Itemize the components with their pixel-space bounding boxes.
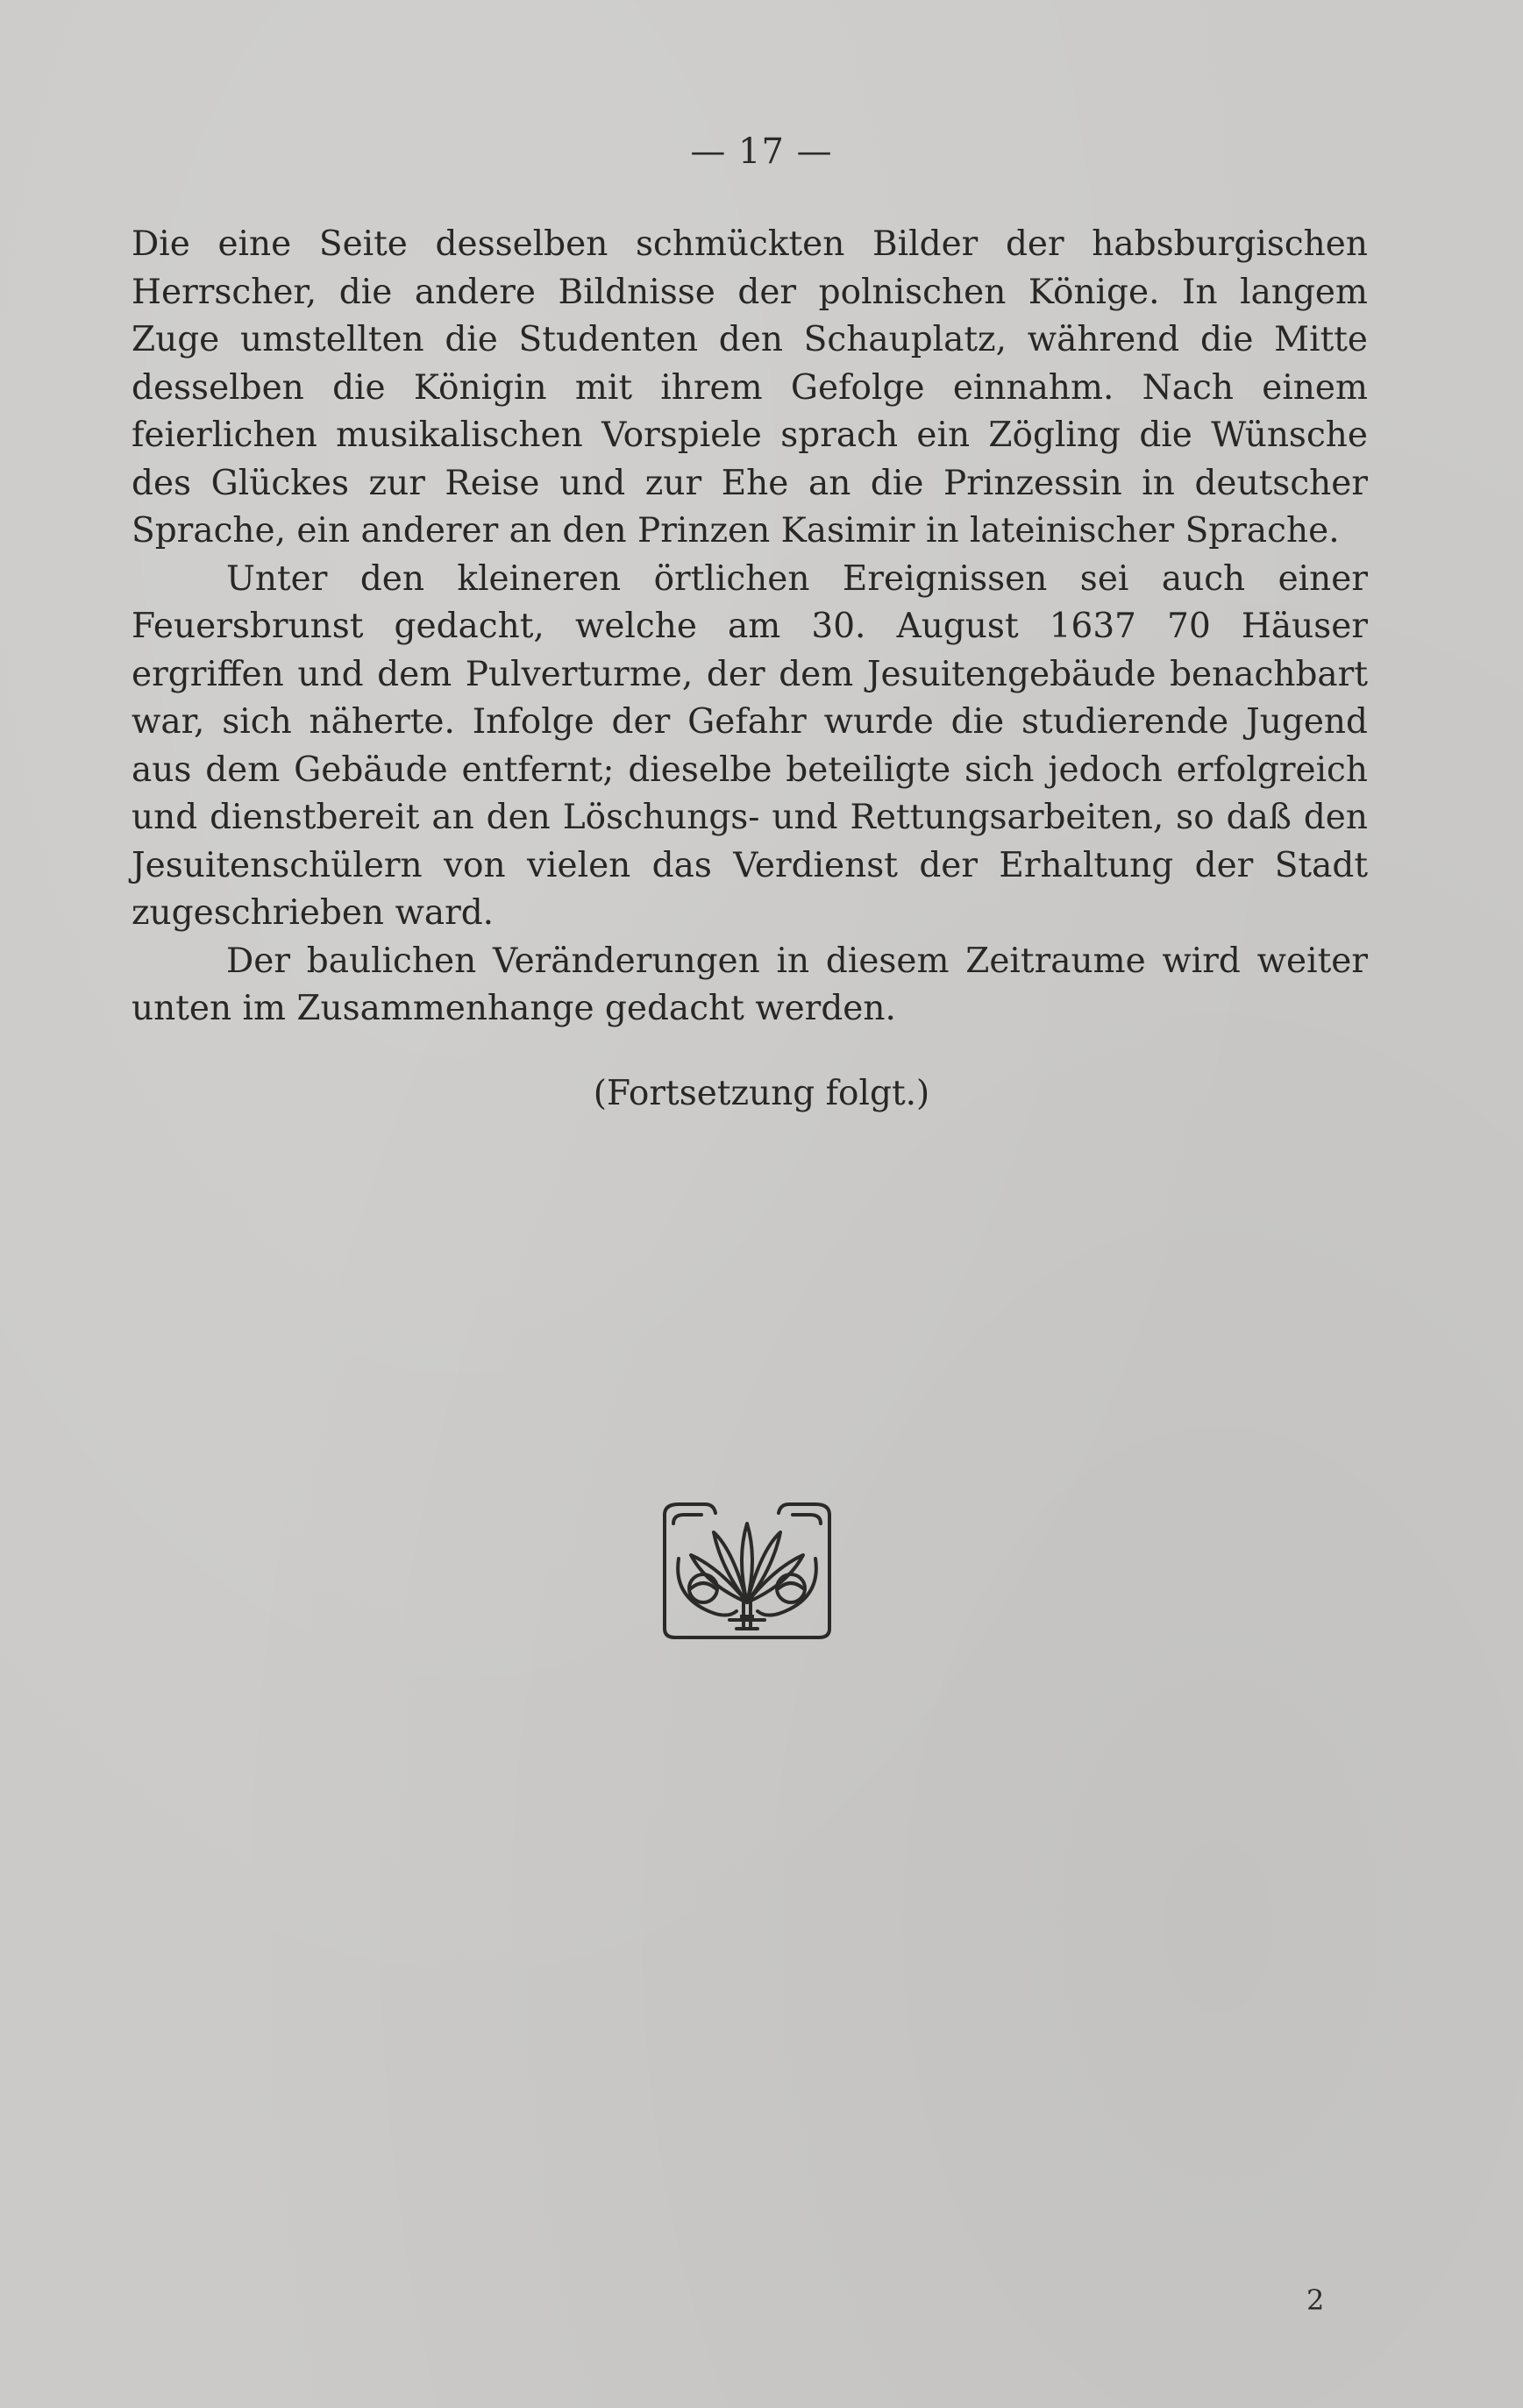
- page-number: — 17 —: [690, 131, 833, 172]
- signature-mark: 2: [1306, 2284, 1325, 2317]
- paragraph-2: Unter den kleineren örtlichen Ereignissen sei auch einer Feuersbrunst gedacht, welche am 30. August 1637 70 Häuser ergriffen und dem Pulverturme, der dem Jesuitengebäude benachbart war, sich näherte. Infolge der Gefahr wurde die studierende Jugend aus dem Gebäude entfernt; dieselbe beteiligte sich jedoch erfolgreich und dienstbereit an den Löschungs- und Rettungsarbeiten, so daß den Jesuitenschülern von vielen das Verdienst der Erhaltung der Stadt zugeschrieben ward.: [132, 558, 1368, 933]
- ornament-vignette-icon: [652, 1497, 842, 1644]
- continuation-note: (Fortsetzung folgt.): [593, 1074, 930, 1113]
- body-text: [132, 221, 1368, 1034]
- paragraph-1: Die eine Seite desselben schmückten Bilder der habsburgischen Herrscher, die andere Bildnisse der polnischen Könige. In langem Zuge umstellten die Studenten den Schauplatz, während die Mitte desselben die Königin mit ihrem Gefolge einnahm. Nach einem feierlichen musikalischen Vorspiele sprach ein Zögling die Wünsche des Glückes zur Reise und zur Ehe an die Prinzessin in deutscher Sprache, ein anderer an den Prinzen Kasimir in lateinischer Sprache.: [132, 224, 1368, 551]
- paragraph-3: Der baulichen Veränderungen in diesem Zeitraume wird weiter unten im Zusammenhange gedacht werden.: [132, 941, 1368, 1028]
